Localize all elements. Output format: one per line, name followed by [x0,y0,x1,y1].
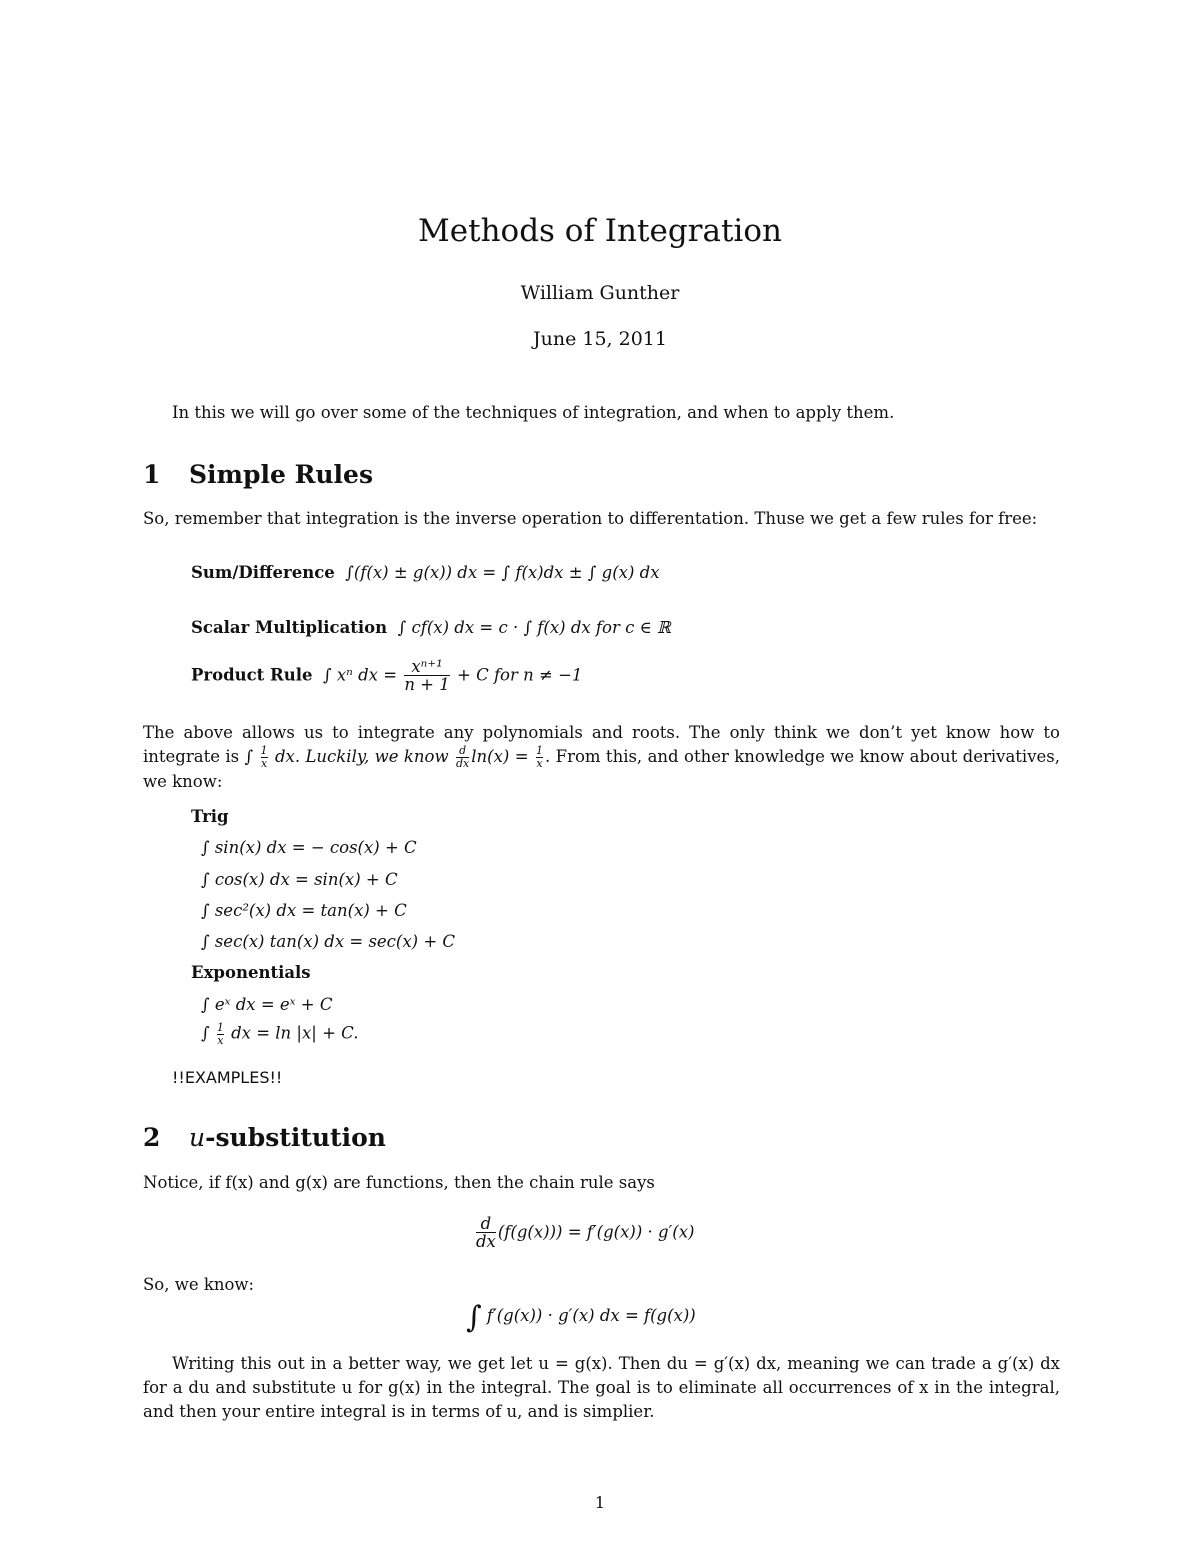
rule-formula-post: + C for n ≠ −1 [457,665,583,685]
trig-formula: ∫ sin(x) dx = − cos(x) + C [201,838,417,857]
rule-formula: ∫(f(x) ± g(x)) dx = ∫ f(x)dx ± ∫ g(x) dx [345,563,660,582]
section-1-paragraph-2 [143,721,1060,794]
equation-text: (f(g(x))) = f′(g(x)) · g′(x) [497,1222,695,1242]
derivative-operator: $\frac{d}{dx}$ [456,744,470,770]
section-2-title-variable: u [189,1123,206,1152]
trig-heading: Trig [191,807,229,826]
derivative-operator: $\frac{d}{dx}$ [476,1214,496,1252]
rule-sum-difference [191,563,660,582]
section-2-heading [143,1123,386,1152]
integral-sign: ∫ [466,1300,482,1335]
equation-text: f′(g(x)) · g′(x) dx = f(g(x)) [486,1306,696,1325]
rule-formula: ∫ cf(x) dx = c · ∫ f(x) dx for c ∈ ℝ [397,618,671,637]
para-text: The above allows us to integrate any polynomials and roots. The only think we don’t yet know how to integrate is ∫ [143,723,1060,766]
rule-product [191,658,582,694]
fraction-numerator: xⁿ⁺¹ [411,657,443,676]
para-text: dx. Luckily, we know [274,747,449,766]
rule-label: Sum/Difference [191,563,335,582]
paper-author: William Gunther [520,282,680,304]
section-2-paragraph: Writing this out in a better way, we get let u = g(x). Then du = g′(x) dx, meaning we can trade a g′(x) dx for a du and substitute u for g(x) in the integral. The goal is to eliminate all occurrences of x in the integral, and then your entire integral is in terms of u, and is simplier. [143,1354,1060,1421]
trig-formula: ∫ sec(x) tan(x) dx = sec(x) + C [201,932,456,951]
paper-date: June 15, 2011 [533,328,667,350]
substitution-integral [466,1300,696,1335]
rule-label: Scalar Multiplication [191,618,388,637]
chain-rule-equation [474,1215,694,1251]
section-2-so: So, we know: [143,1275,255,1294]
exponential-formula: ∫ $\frac{1}{x}$ dx = ln |x| + C. [201,1021,359,1047]
examples-placeholder: !!EXAMPLES!! [172,1068,283,1087]
exponentials-heading: Exponentials [191,963,311,982]
para-text: ln(x) = [471,747,529,766]
section-1-heading [143,460,373,489]
exponential-formula: ∫ eˣ dx = eˣ + C [201,995,333,1014]
rule-scalar-multiplication [191,618,671,637]
page-number: 1 [594,1493,606,1512]
section-2-title: -substitution [205,1123,386,1152]
rule-formula-pre: ∫ xⁿ dx = [323,665,398,685]
section-2-number: 2 [143,1123,161,1152]
formula-text: dx = ln |x| + C. [231,1023,359,1043]
one-over-x-fraction: $\frac{1}{x}$ [260,744,268,770]
fraction-denominator: n + 1 [404,675,450,695]
one-over-x-fraction: $\frac{1}{x}$ [216,1021,224,1047]
paper-title: Methods of Integration [418,213,782,249]
one-over-x-fraction: $\frac{1}{x}$ [535,744,543,770]
section-1-number: 1 [143,460,161,489]
intro-paragraph: In this we will go over some of the techniques of integration, and when to apply them. [172,403,895,422]
rule-label: Product Rule [191,665,313,685]
section-2-lead: Notice, if f(x) and g(x) are functions, then the chain rule says [143,1173,655,1192]
power-fraction [404,658,449,694]
trig-formula: ∫ cos(x) dx = sin(x) + C [201,870,398,889]
section-1-title: Simple Rules [189,460,374,489]
para-text: . From this, and other knowledge we know about derivatives, we know: [143,747,1060,791]
trig-formula: ∫ sec²(x) dx = tan(x) + C [201,901,407,920]
section-1-lead: So, remember that integration is the inverse operation to differentation. Thuse we get a few rules for free: [143,509,1038,528]
